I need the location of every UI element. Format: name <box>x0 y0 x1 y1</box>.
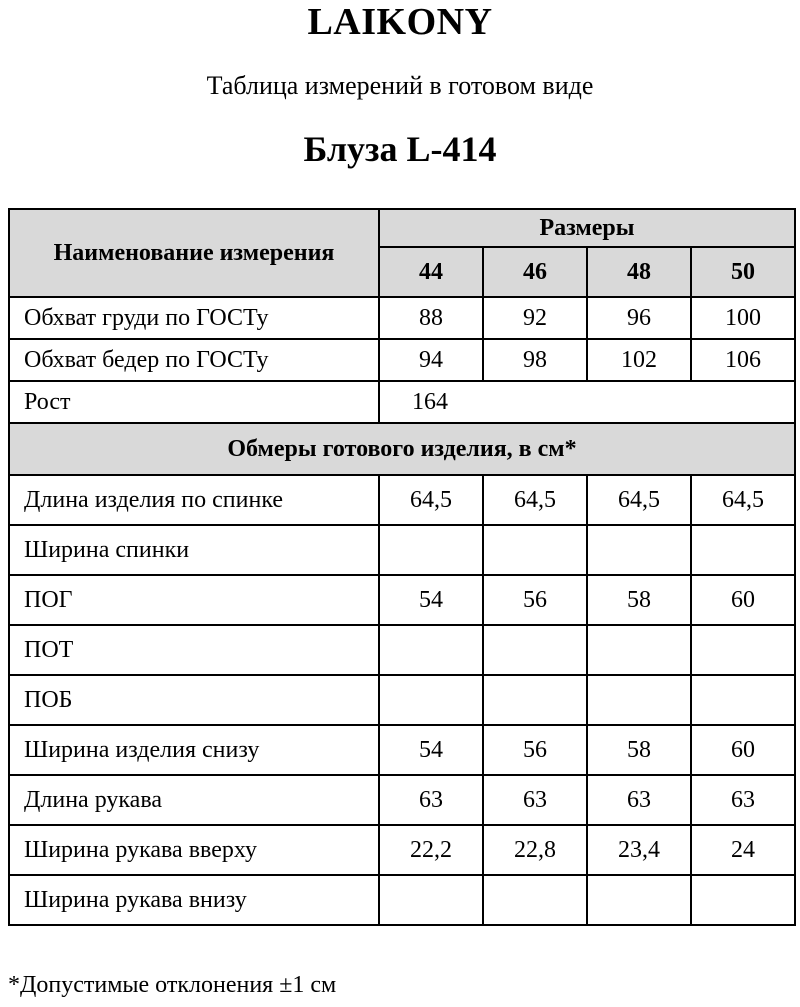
value-cell <box>379 525 483 575</box>
row-label: ПОБ <box>9 675 379 725</box>
table-row <box>9 625 795 675</box>
table-row <box>9 725 795 775</box>
value-cell <box>691 675 795 725</box>
value-cell: 58 <box>587 725 691 775</box>
value-cell: 22,8 <box>483 825 587 875</box>
value-cell <box>379 675 483 725</box>
value-cell: 98 <box>483 339 587 381</box>
value-cell: 58 <box>587 575 691 625</box>
value-cell: 64,5 <box>691 475 795 525</box>
size-header-cell: 50 <box>691 247 795 297</box>
value-cell <box>587 675 691 725</box>
value-cell <box>691 625 795 675</box>
value-cell: 24 <box>691 825 795 875</box>
product-title: Блуза L-414 <box>303 129 497 169</box>
size-header-cell: 48 <box>587 247 691 297</box>
table-row <box>9 825 795 875</box>
value-cell: 88 <box>379 297 483 339</box>
measurement-name-header: Наименование измерения <box>9 209 379 297</box>
row-label: Ширина изделия снизу <box>9 725 379 775</box>
value-cell: 60 <box>691 575 795 625</box>
value-cell: 100 <box>691 297 795 339</box>
value-cell <box>483 675 587 725</box>
table-row <box>9 297 795 339</box>
value-cell: 96 <box>587 297 691 339</box>
value-cell: 56 <box>483 725 587 775</box>
row-label: ПОТ <box>9 625 379 675</box>
section-header: Обмеры готового изделия, в см* <box>9 423 795 475</box>
value-cell <box>379 875 483 925</box>
measurements-table <box>8 208 796 926</box>
size-header-cell: 44 <box>379 247 483 297</box>
table-row <box>9 475 795 525</box>
value-cell: 63 <box>379 775 483 825</box>
value-cell: 23,4 <box>587 825 691 875</box>
value-cell: 54 <box>379 725 483 775</box>
brand-name: LAIKONY <box>307 1 493 43</box>
value-cell: 60 <box>691 725 795 775</box>
row-label: Длина рукава <box>9 775 379 825</box>
value-cell: 63 <box>483 775 587 825</box>
value-cell <box>587 525 691 575</box>
value-cell: 64,5 <box>379 475 483 525</box>
value-cell <box>587 625 691 675</box>
value-cell <box>483 625 587 675</box>
height-value-cell: 164 <box>379 381 795 423</box>
sizes-header: Размеры <box>379 209 795 247</box>
value-cell: 63 <box>691 775 795 825</box>
value-cell: 54 <box>379 575 483 625</box>
value-cell: 63 <box>587 775 691 825</box>
row-label: Длина изделия по спинке <box>9 475 379 525</box>
row-label: Рост <box>9 381 379 423</box>
value-cell <box>691 525 795 575</box>
value-cell <box>691 875 795 925</box>
row-label: Обхват бедер по ГОСТу <box>9 339 379 381</box>
table-row-height <box>9 381 795 423</box>
value-cell: 64,5 <box>483 475 587 525</box>
value-cell: 92 <box>483 297 587 339</box>
footnote: *Допустимые отклонения ±1 см <box>8 972 337 998</box>
value-cell <box>587 875 691 925</box>
row-label: ПОГ <box>9 575 379 625</box>
value-cell: 106 <box>691 339 795 381</box>
value-cell <box>379 625 483 675</box>
row-label: Ширина рукава вверху <box>9 825 379 875</box>
row-label: Обхват груди по ГОСТу <box>9 297 379 339</box>
value-cell <box>483 875 587 925</box>
table-row <box>9 575 795 625</box>
value-cell: 22,2 <box>379 825 483 875</box>
value-cell <box>483 525 587 575</box>
row-label: Ширина спинки <box>9 525 379 575</box>
table-row <box>9 525 795 575</box>
value-cell: 102 <box>587 339 691 381</box>
table-row <box>9 339 795 381</box>
subtitle: Таблица измерений в готовом виде <box>206 71 594 100</box>
size-header-cell: 46 <box>483 247 587 297</box>
value-cell: 56 <box>483 575 587 625</box>
value-cell: 64,5 <box>587 475 691 525</box>
table-row <box>9 775 795 825</box>
row-label: Ширина рукава внизу <box>9 875 379 925</box>
table-row <box>9 675 795 725</box>
value-cell: 94 <box>379 339 483 381</box>
table-row <box>9 875 795 925</box>
